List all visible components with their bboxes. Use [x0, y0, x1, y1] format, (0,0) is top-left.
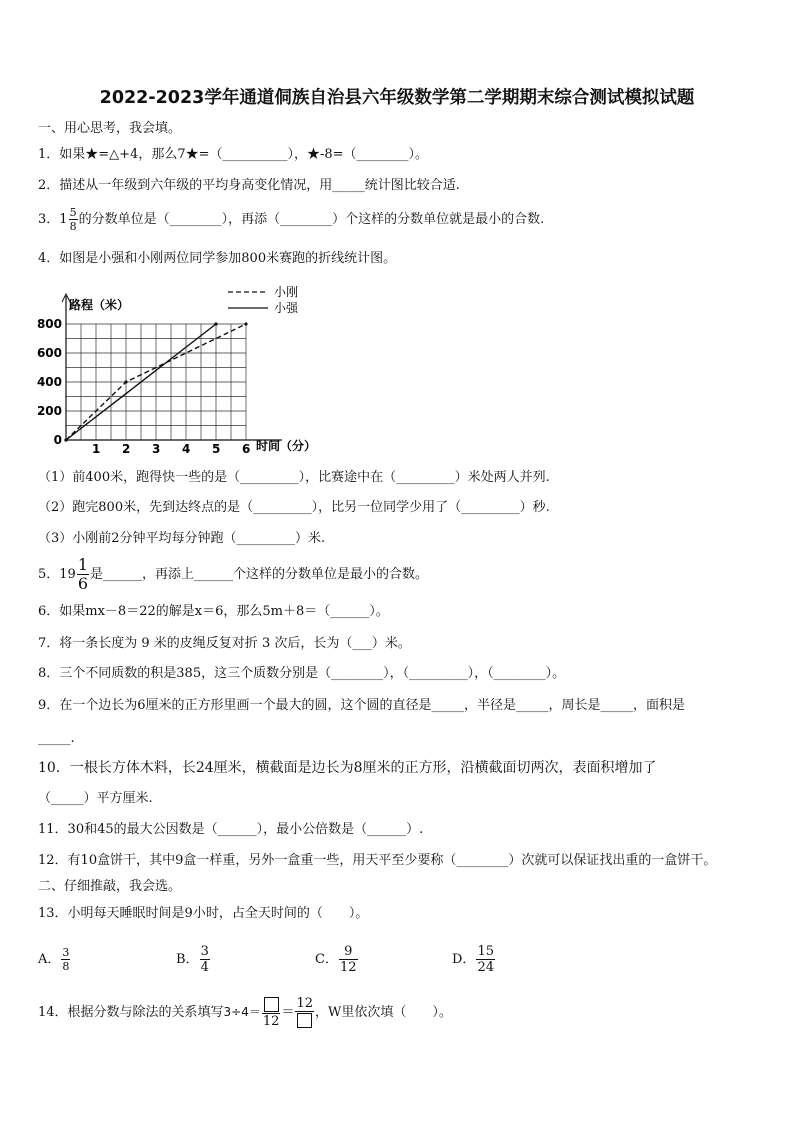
- question-4-part-3: （3）小刚前2分钟平均每分钟跑（_________）米.: [38, 531, 326, 546]
- question-14: [38, 992, 452, 1033]
- y-tick-label: 800: [36, 317, 62, 331]
- equals-sign: ＝: [281, 1005, 295, 1020]
- question-13-option-c: [315, 940, 359, 980]
- question-4-part-2: （2）跑完800米，先到达终点的是（_________），比另一位同学少用了（_________）秒.: [38, 500, 550, 515]
- question-13: 13．小明每天睡眠时间是9小时，占全天时间的（ ）。: [38, 906, 369, 921]
- question-10-line-2: （_____）平方厘米.: [38, 791, 153, 806]
- section-2-heading: 二、仔细推敲，我会选。: [38, 879, 182, 894]
- question-8: 8．三个不同质数的积是385，这三个质数分别是（________），（_________），（________）。: [38, 666, 566, 681]
- y-axis-label: 路程（米）: [69, 298, 130, 312]
- x-tick-label: 4: [182, 442, 191, 456]
- x-tick-label: 6: [242, 442, 251, 456]
- question-4: 4．如图是小强和小刚两位同学参加800米赛跑的折线统计图。: [38, 251, 397, 266]
- question-5-text: 是______，再添上______个这样的分数单位是最小的合数。: [90, 567, 429, 582]
- fraction-denominator: 8: [69, 220, 77, 233]
- page-title: 2022-2023学年通道侗族自治县六年级数学第二学期期末综合测试模拟试题: [99, 88, 695, 108]
- question-9-line-1: 9．在一个边长为6厘米的正方形里画一个最大的圆，这个圆的直径是_____，半径是_____，周长是_____，面积是: [38, 698, 686, 713]
- fraction-numerator: 15: [477, 944, 494, 959]
- option-label: C．: [315, 952, 338, 967]
- fraction-denominator: 4: [200, 960, 209, 975]
- y-tick-label: 600: [36, 346, 62, 360]
- question-5-number: 5．: [38, 567, 60, 582]
- question-4-part-1: （1）前400米，跑得快一些的是（_________），比赛途中在（_________）米处两人并列.: [38, 470, 550, 485]
- fraction-numerator: 5: [69, 206, 77, 219]
- question-9-line-2: _____.: [38, 731, 75, 746]
- legend-label: 小刚: [274, 285, 299, 299]
- fraction-blank-denominator: [295, 997, 314, 1028]
- y-tick-label: 0: [53, 433, 62, 447]
- option-label: A．: [38, 952, 61, 967]
- question-11: 11．30和45的最大公因数是（______），最小公倍数是（______）.: [38, 822, 424, 837]
- blank-box-icon: [262, 997, 281, 1012]
- fraction-denominator: 8: [62, 960, 70, 973]
- question-3-text: 的分数单位是（________），再添（________）个这样的分数单位就是最小的合数.: [78, 212, 545, 227]
- option-fraction: [339, 945, 358, 974]
- fraction-denominator: 12: [339, 960, 357, 975]
- mixed-number-fraction: [77, 557, 89, 592]
- y-tick-label: 400: [36, 375, 62, 389]
- option-fraction: [200, 945, 210, 974]
- option-fraction: [61, 947, 70, 972]
- question-10-line-1: 10．一根长方体木料，长24厘米，横截面是边长为8厘米的正方形，沿横截面切两次，表面积增加了: [38, 760, 657, 776]
- fraction-denominator: 6: [77, 574, 89, 593]
- question-14-suffix: ，W里依次填（ ）。: [314, 1005, 452, 1020]
- question-13-option-b: [176, 940, 211, 980]
- option-label: B．: [176, 952, 199, 967]
- x-tick-label: 3: [152, 442, 161, 456]
- question-3: [38, 203, 544, 237]
- data-point: [214, 322, 217, 325]
- mixed-number-whole: 1: [59, 212, 68, 227]
- fraction-numerator: 3: [200, 944, 209, 959]
- option-fraction: [476, 945, 495, 974]
- option-label: D．: [452, 952, 476, 967]
- question-6: 6．如果mx－8＝22的解是x＝6，那么5m＋8＝（______）。: [38, 604, 389, 619]
- fraction-denominator: 12: [262, 1014, 280, 1029]
- question-2: 2．描述从一年级到六年级的平均身高变化情况，用_____统计图比较合适.: [38, 178, 460, 193]
- y-tick-label: 200: [36, 404, 62, 418]
- question-12: 12．有10盒饼干，其中9盒一样重，另外一盒重一些，用天平至少要称（________）次就可以保证找出重的一盒饼干。: [38, 853, 717, 868]
- fraction-blank-numerator: [262, 997, 281, 1028]
- data-point: [124, 380, 127, 383]
- chart-legend: [228, 284, 299, 315]
- question-14-expression: 3÷4＝: [223, 1005, 261, 1019]
- x-axis-label: 时间（分）: [256, 439, 317, 453]
- mixed-number-whole: 19: [59, 567, 76, 582]
- fraction-numerator: 12: [296, 996, 313, 1011]
- section-1-heading: 一、用心思考，我会填。: [38, 121, 182, 136]
- data-point: [244, 322, 247, 325]
- question-13-option-a: [38, 940, 71, 980]
- question-7: 7．将一条长度为 9 米的皮绳反复对折 3 次后，长为（___）米。: [38, 636, 411, 651]
- question-14-text: 14．根据分数与除法的关系填写: [38, 1005, 224, 1020]
- fraction-numerator: 1: [77, 555, 89, 574]
- fraction-numerator: 3: [62, 946, 70, 959]
- blank-box-icon: [295, 1013, 314, 1028]
- data-point: [64, 438, 67, 441]
- fraction-denominator: 24: [477, 960, 494, 975]
- fraction-numerator: 9: [344, 944, 353, 959]
- legend-label: 小强: [274, 301, 299, 315]
- question-13-option-d: [452, 940, 496, 980]
- question-5: [38, 556, 428, 594]
- line-chart: [36, 280, 326, 460]
- x-tick-label: 5: [212, 442, 221, 456]
- question-1: 1．如果★=△+4，那么7★=（__________），★-8=（________）。: [38, 147, 429, 162]
- mixed-number-fraction: [69, 207, 78, 232]
- x-tick-label: 2: [122, 442, 131, 456]
- chart-grid: [66, 324, 246, 440]
- question-3-number: 3．: [38, 212, 60, 227]
- x-tick-label: 1: [92, 442, 101, 456]
